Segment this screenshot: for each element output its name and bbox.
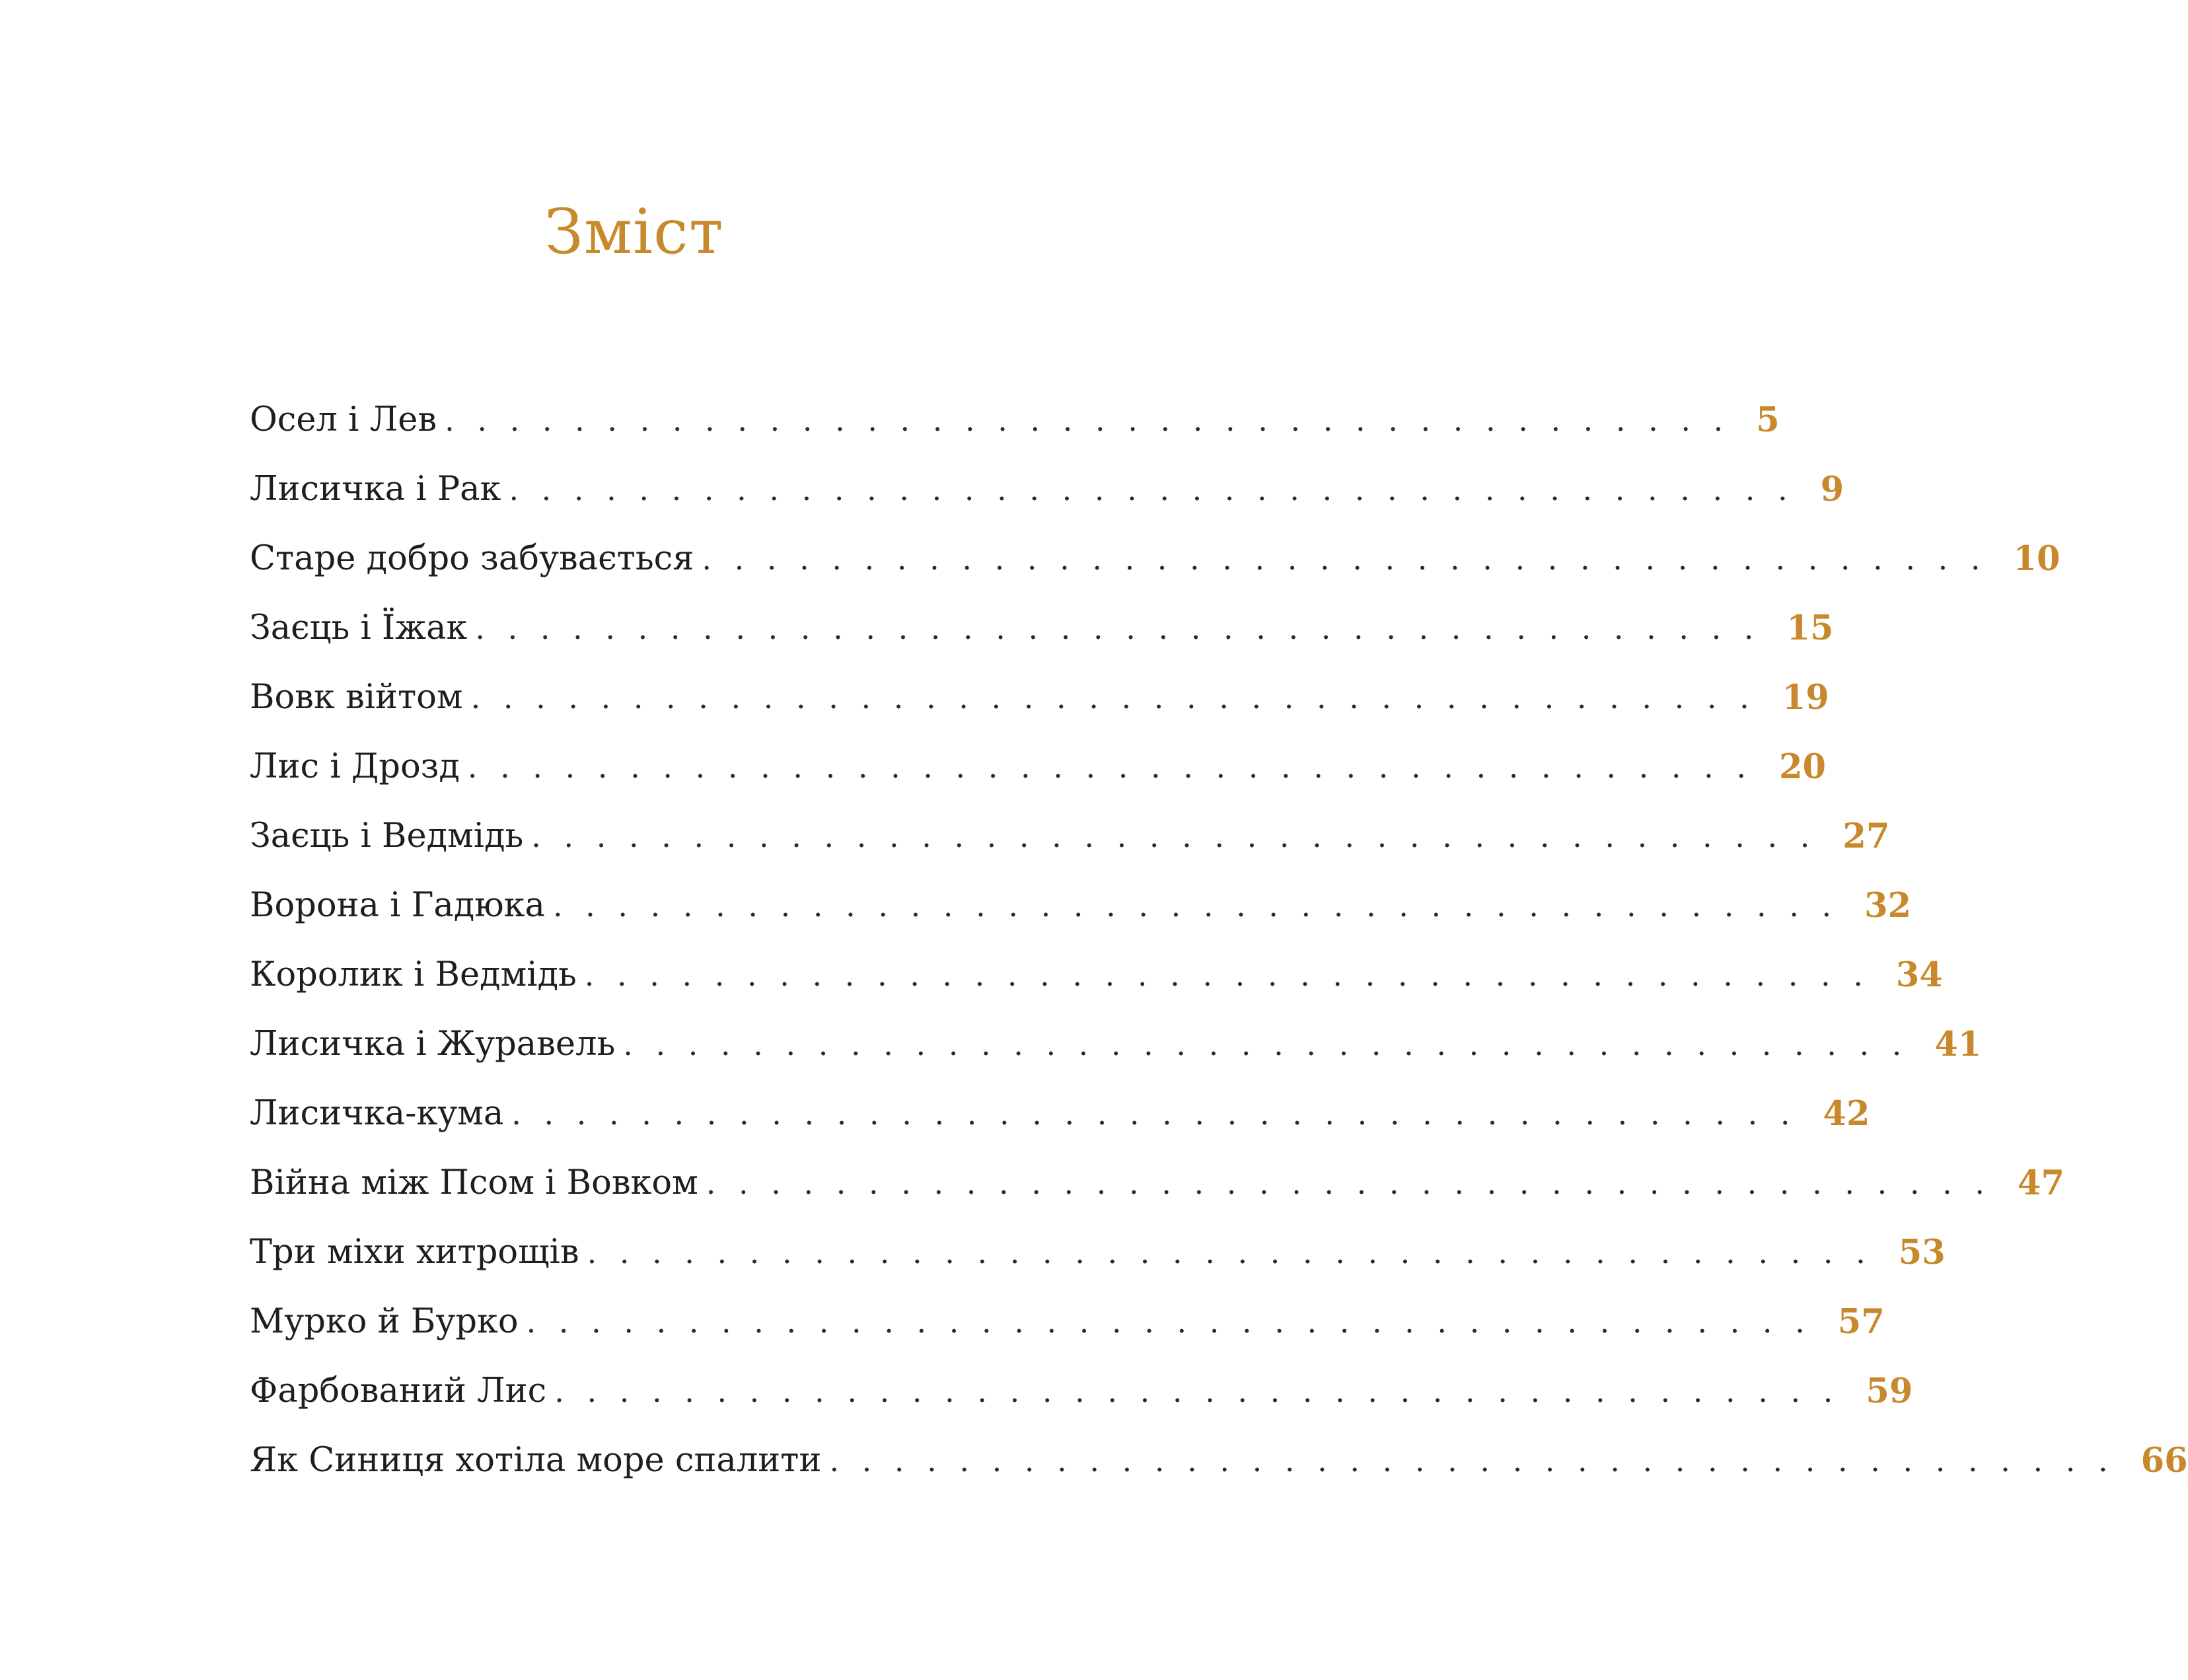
dot-leader: . . . . . . . . . . . . . . . . . . . . . . . . . . . . . . . . . . . . . . . . — [706, 1165, 1991, 1201]
toc-entry-title: Заєць і Їжак — [250, 608, 475, 647]
toc-entry-title: Три міхи хитрощів — [250, 1233, 587, 1272]
toc-entry-page: 5 — [1756, 400, 1780, 440]
toc-entry[interactable] — [250, 940, 1943, 1009]
page-title: Зміст — [544, 196, 724, 268]
toc-entry-title: Лисичка і Рак — [250, 470, 509, 509]
dot-leader: . . . . . . . . . . . . . . . . . . . . . . . . . . . . . . . . . . . . . . . . — [511, 1095, 1797, 1132]
toc-entry[interactable] — [250, 663, 1829, 732]
toc-entry[interactable] — [250, 1218, 1946, 1287]
dot-leader: . . . . . . . . . . . . . . . . . . . . . . . . . . . . . . . . . . . . . . . . — [509, 471, 1794, 507]
dot-leader: . . . . . . . . . . . . . . . . . . . . . . . . . . . . . . . . . . . . . . . . — [526, 1303, 1811, 1340]
toc-entry-title: Лисичка і Журавель — [250, 1025, 623, 1064]
toc-entry-page: 59 — [1866, 1371, 1913, 1411]
table-of-contents — [250, 385, 2188, 1495]
toc-entry[interactable] — [250, 455, 1844, 524]
dot-leader: . . . . . . . . . . . . . . . . . . . . . . . . . . . . . . . . . . . . . . . . — [470, 679, 1756, 715]
toc-entry[interactable] — [250, 801, 1890, 871]
toc-entry[interactable] — [250, 1426, 2188, 1495]
toc-entry-page: 57 — [1837, 1301, 1885, 1342]
toc-entry[interactable] — [250, 732, 1827, 801]
toc-entry-title: Вовк війтом — [250, 678, 471, 717]
toc-entry-page: 42 — [1823, 1093, 1870, 1134]
dot-leader: . . . . . . . . . . . . . . . . . . . . . . . . . . . . . . . . . . . . . . . . — [475, 610, 1761, 646]
dot-leader: . . . . . . . . . . . . . . . . . . . . . . . . . . . . . . . . . . . . . . . . — [702, 540, 1987, 577]
dot-leader: . . . . . . . . . . . . . . . . . . . . . . . . . . . . . . . . . . . . . . . . — [531, 818, 1817, 854]
dot-leader: . . . . . . . . . . . . . . . . . . . . . . . . . . . . . . . . . . . . . . . . — [584, 957, 1870, 993]
toc-entry-page: 66 — [2140, 1440, 2188, 1480]
toc-entry-title: Ворона і Гадюка — [250, 886, 553, 925]
toc-entry[interactable] — [250, 871, 1912, 940]
toc-entry-title: Лисичка-кума — [250, 1094, 511, 1133]
toc-entry-page: 32 — [1864, 885, 1912, 926]
toc-entry[interactable] — [250, 524, 2060, 593]
toc-entry-title: Фарбований Лис — [250, 1371, 554, 1410]
toc-entry-title: Лис і Дрозд — [250, 747, 468, 786]
toc-entry-page: 10 — [2013, 538, 2060, 579]
dot-leader: . . . . . . . . . . . . . . . . . . . . . . . . . . . . . . . . . . . . . . . . — [445, 402, 1730, 438]
toc-entry[interactable] — [250, 1009, 1982, 1079]
dot-leader: . . . . . . . . . . . . . . . . . . . . . . . . . . . . . . . . . . . . . . . . — [554, 1373, 1840, 1409]
toc-entry-title: Війна між Псом і Вовком — [250, 1163, 706, 1202]
toc-entry-page: 19 — [1782, 677, 1829, 717]
toc-entry-page: 41 — [1934, 1024, 1982, 1064]
dot-leader: . . . . . . . . . . . . . . . . . . . . . . . . . . . . . . . . . . . . . . . . — [467, 749, 1753, 785]
toc-entry-page: 27 — [1842, 816, 1890, 856]
toc-entry-title: Королик і Ведмідь — [250, 955, 585, 994]
toc-entry-title: Мурко й Бурко — [250, 1302, 527, 1341]
toc-entry-page: 47 — [2017, 1163, 2064, 1203]
toc-entry-title: Осел і Лев — [250, 400, 445, 439]
dot-leader: . . . . . . . . . . . . . . . . . . . . . . . . . . . . . . . . . . . . . . . . — [829, 1442, 2115, 1479]
toc-entry-title: Як Синиця хотіла море спалити — [250, 1441, 829, 1480]
toc-entry[interactable] — [250, 385, 1780, 455]
toc-entry-page: 20 — [1779, 747, 1827, 787]
toc-entry-page: 15 — [1786, 608, 1834, 648]
dot-leader: . . . . . . . . . . . . . . . . . . . . . . . . . . . . . . . . . . . . . . . . — [587, 1234, 1872, 1270]
toc-entry-page: 34 — [1895, 955, 1943, 995]
toc-entry[interactable] — [250, 1356, 1913, 1426]
toc-entry-title: Старе добро забувається — [250, 539, 702, 578]
toc-entry-page: 9 — [1820, 469, 1844, 509]
toc-entry[interactable] — [250, 1148, 2064, 1218]
toc-entry[interactable] — [250, 1287, 1885, 1356]
dot-leader: . . . . . . . . . . . . . . . . . . . . . . . . . . . . . . . . . . . . . . . . — [623, 1026, 1909, 1062]
toc-entry[interactable] — [250, 593, 1834, 663]
dot-leader: . . . . . . . . . . . . . . . . . . . . . . . . . . . . . . . . . . . . . . . . — [552, 887, 1839, 924]
toc-entry-title: Заєць і Ведмідь — [250, 817, 531, 856]
toc-entry-page: 53 — [1898, 1232, 1946, 1272]
toc-entry[interactable] — [250, 1079, 1870, 1148]
